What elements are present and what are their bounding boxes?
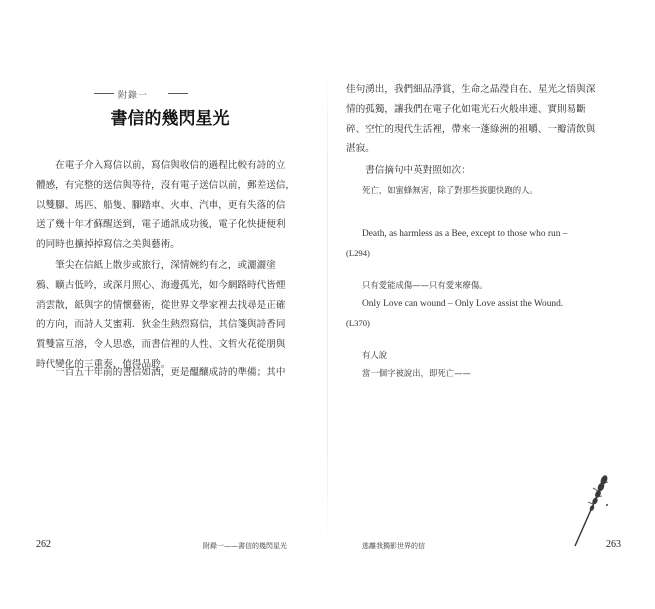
paragraph-1: 在電子介入寫信以前，寫信與收信的過程比較有詩的立 體感，有完整的送信與等待，沒有電子送信以前，郵差送信， 以雙腳、馬匹、船隻、腳踏車、火車、汽車，更有失落的信 送了幾十年才蘇醒送到，電子通訊成功後，電子化快捷便利 的同時也擴掉掉寫信之美與藝術。 (36, 160, 296, 251)
title-rule-right (168, 93, 188, 94)
poem-line-2: 當一個字被說出，即死亡—— (362, 368, 471, 378)
page-number-left: 262 (36, 539, 51, 550)
quote-1-reference: (L294) (346, 248, 370, 258)
paragraph-2: 筆尖在信紙上散步或旅行，深情婉約有之，或灑灑塗 鴉、曠古低吟，或深月照心、海邊孤光，如今網路時代皆煙 消雲散，紙與字的情懷藝術，從世界文學家裡去找尋是正確 的方向，而詩人艾蜜莉．狄金生熱烈寫信，其信箋與詩香同 質雙富互溶，令人思惑，而書信裡的人性、文哲火花從朋與 時代變化的三重奏，值得品聆。 (36, 260, 286, 370)
quote-2-english: Only Love can wound – Only Love assist the Wound. (362, 299, 564, 309)
chapter-title: 書信的幾閃星光 (110, 109, 230, 129)
quote-1-chinese: 死亡，如蜜蜂無害，除了對那些拔腿快跑的人。 (362, 185, 538, 195)
appendix-label: 附錄一 (118, 91, 149, 101)
intro-line: 書信摘句中英對照如次： (346, 165, 471, 176)
quote-1-english: Death, as harmless as a Bee, except to those who run – (362, 229, 568, 239)
dried-flower-icon (571, 472, 611, 548)
paragraph-3: 一百五十年前的書信如酒，更是醞釀成詩的準備；其中 (36, 367, 286, 378)
running-header-right: 逃離我獨影世界的信 (362, 542, 425, 550)
paragraph-continued: 佳句湧出，我們細品淨賞，生命之晶瀅自在、星光之悟與深 情的孤獨，讓我們在電子化如電光石火般串連、實則易斷 碎、空忙的現代生活裡，帶來一蓬綠洲的祖嚼、一瓣清飲與 湛寂。 (346, 84, 596, 155)
running-header-left: 附錄一——書信的幾閃星光 (203, 542, 287, 550)
poem-line-1: 有人說 (362, 350, 388, 360)
quote-2-reference: (L370) (346, 318, 370, 328)
left-page (0, 0, 327, 609)
title-rule-left (94, 93, 114, 94)
page-number-right: 263 (606, 539, 621, 550)
quote-2-chinese: 只有愛能成傷——只有愛來療傷。 (362, 280, 488, 290)
